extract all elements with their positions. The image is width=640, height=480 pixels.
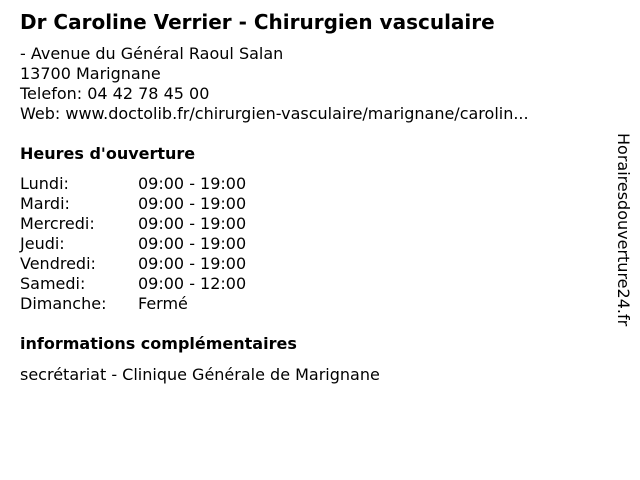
time-value: 09:00 - 19:00 [138, 214, 247, 233]
time-value: 09:00 - 19:00 [138, 174, 247, 193]
watermark [612, 133, 634, 345]
time-value: 09:00 - 12:00 [138, 274, 247, 293]
additional-info-heading: informations complémentaires [20, 334, 297, 353]
day-label: Lundi: [20, 174, 69, 193]
page-title: Dr Caroline Verrier - Chirurgien vasculaire [20, 10, 495, 34]
address-block [20, 44, 529, 124]
day-label: Dimanche: [20, 294, 107, 313]
additional-info-text: secrétariat - Clinique Générale de Marignane [20, 365, 380, 384]
time-value: 09:00 - 19:00 [138, 194, 247, 213]
watermark-text: Horairesdouverture24.fr [614, 133, 633, 327]
time-value: 09:00 - 19:00 [138, 254, 247, 273]
time-value: Fermé [138, 294, 188, 313]
time-value: 09:00 - 19:00 [138, 234, 247, 253]
opening-hours-heading: Heures d'ouverture [20, 144, 196, 163]
day-label: Mardi: [20, 194, 70, 213]
phone-number: Telefon: 04 42 78 45 00 [20, 84, 210, 103]
day-label: Mercredi: [20, 214, 95, 233]
website-link[interactable]: Web: www.doctolib.fr/chirurgien-vasculaire/marignane/carolin... [20, 104, 529, 123]
street-address: - Avenue du Général Raoul Salan [20, 44, 284, 63]
day-label: Vendredi: [20, 254, 96, 273]
city-address: 13700 Marignane [20, 64, 161, 83]
day-label: Jeudi: [20, 234, 65, 253]
day-label: Samedi: [20, 274, 86, 293]
